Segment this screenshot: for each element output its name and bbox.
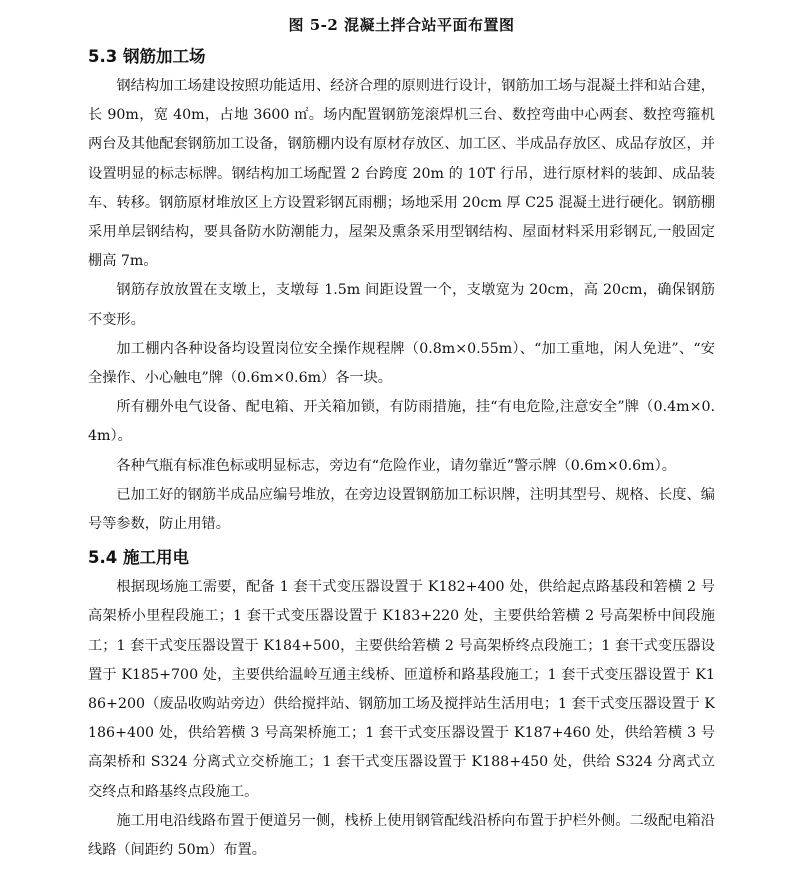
paragraph: 钢筋存放放置在支墩上，支墩每 1.5m 间距设置一个，支墩宽为 20cm，高 20cm，确保钢筋不变形。 (88, 282, 715, 328)
paragraph: 加工棚内各种设备均设置岗位安全操作规程牌（0.8m×0.55m）、“加工重地，闲人免进”、“安全操作、小心触电”牌（0.6m×0.6m）各一块。 (88, 340, 715, 387)
section-construction-power (88, 543, 715, 865)
section-steel-processing-yard (88, 42, 715, 539)
paragraph: 钢结构加工场建设按照功能适用、经济合理的原则进行设计，钢筋加工场与混凝土拌和站合建，长 90m，宽 40m，占地 3600 ㎡。场内配置钢筋笼滚焊机三台、数控弯曲中心两套、数控弯箍机两台及其他配套钢筋加工设备，钢筋棚内设有原材存放区、加工区、半成品存放区、成品存放区，并设置明显的标志标牌。钢结构加工场配置 2 台跨度 20m 的 10T 行吊，进行原材料的装卸、成品装车、转移。钢筋原材堆放区上方设置彩钢瓦雨棚；场地采用 20cm 厚 C25 混凝土进行硬化。钢筋棚采用单层钢结构，要具备防水防潮能力，屋架及熏条采用型钢结构、屋面材料采用彩钢瓦,一般固定棚高 7m。 (88, 78, 715, 270)
section-heading: 5.3 钢筋加工场 (88, 47, 206, 66)
section-heading: 5.4 施工用电 (88, 548, 189, 568)
paragraph: 根据现场施工需要，配备 1 套干式变压器设置于 K182+400 处，供给起点路基段和箬横 2 号高架桥小里程段施工；1 套干式变压器设置于 K183+220 处，主要供给箬横 2 号高架桥中间段施工；1 套干式变压器设置于 K184+500，主要供给箬横 2 号高架桥终点段施工；1 套干式变压器设置于 K185+700 处，主要供给温岭互通主线桥、匝道桥和路基段施工；1 套干式变压器设置于 K186+200（废品收购站旁边）供给搅拌站、钢筋加工场及搅拌站生活用电；1 套干式变压器设置于 K186+400 处，供给箬横 3 号高架桥施工；1 套干式变压器设置于 K187+460 处，供给箬横 3 号高架桥和 S324 分离式立交桥施工；1 套干式变压器设置于 K188+450 处，供给 S324 分离式立交终点和路基终点段施工。 (88, 579, 715, 800)
paragraph: 所有棚外电气设备、配电箱、开关箱加锁，有防雨措施，挂“有电危险,注意安全”牌（0.4m×0.4m）。 (88, 399, 715, 445)
paragraph: 各种气瓶有标准色标或明显标志，旁边有“危险作业，请勿靠近”警示牌（0.6m×0.6m）。 (116, 457, 676, 474)
paragraph: 已加工好的钢筋半成品应编号堆放，在旁边设置钢筋加工标识牌，注明其型号、规格、长度、编号等参数，防止用错。 (88, 486, 715, 533)
paragraph: 施工用电沿线路布置于便道另一侧，栈桥上使用钢管配线沿桥向布置于护栏外侧。二级配电箱沿线路（间距约 50m）布置。 (88, 812, 715, 859)
figure-caption: 图 5-2 混凝土拌合站平面布置图 (288, 16, 515, 34)
